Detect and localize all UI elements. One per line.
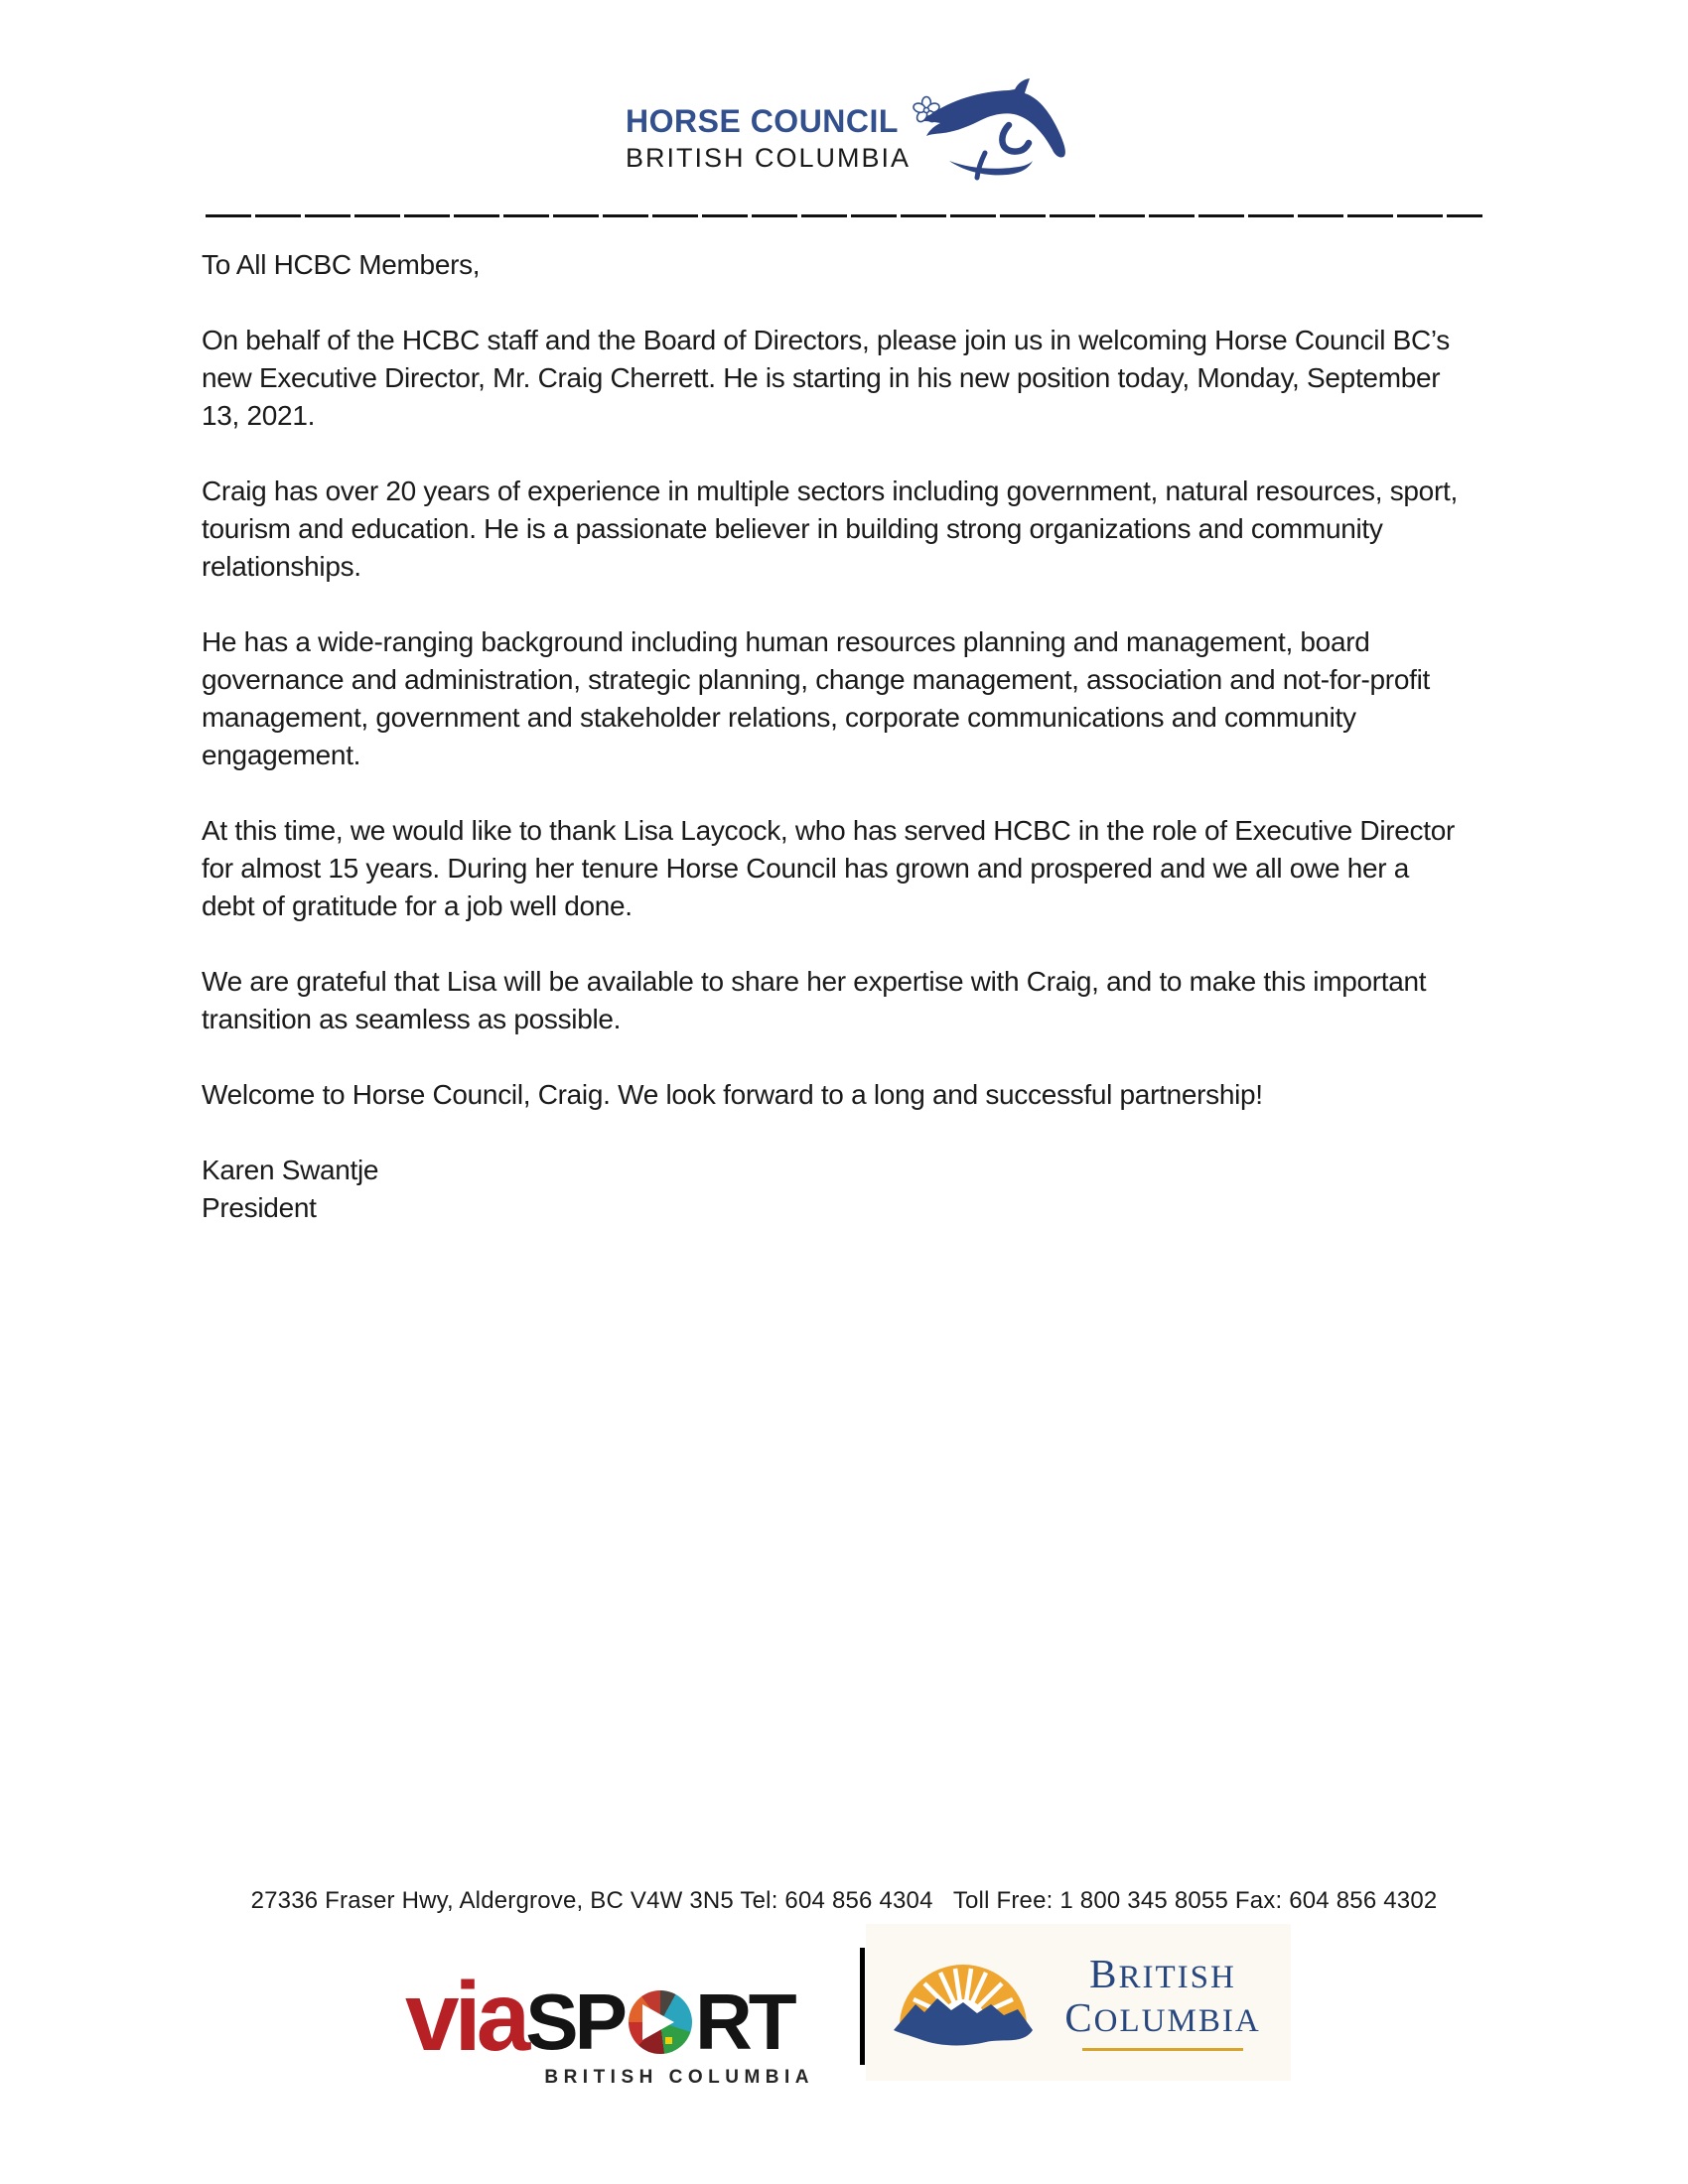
paragraph	[202, 963, 1507, 1038]
play-button-circle-icon	[629, 1990, 692, 2054]
text-line: management, government and stakeholder relations, corporate communications and community	[202, 702, 1356, 733]
text-line: tourism and education. He is a passionate believer in building strong organizations and community	[202, 513, 1383, 544]
viasport-rt-text: RT	[694, 1978, 793, 2066]
org-name-line2: BRITISH COLUMBIA	[626, 143, 912, 173]
signature-title: President	[202, 1192, 317, 1223]
text-line: Craig has over 20 years of experience in multiple sectors including government, natural resources, sport,	[202, 476, 1458, 506]
text-line: Welcome to Horse Council, Craig. We look forward to a long and successful partnership!	[202, 1079, 1263, 1110]
horse-head-icon	[921, 77, 1120, 197]
text-line: We are grateful that Lisa will be available to share her expertise with Craig, and to make this important	[202, 966, 1427, 997]
viasport-via-text: via	[405, 1962, 526, 2071]
bc-government-logo	[866, 1924, 1291, 2081]
bc-name-line1: BRITISH	[1089, 1951, 1236, 1996]
text-line: new Executive Director, Mr. Craig Cherrett. He is starting in his new position today, Monday, September	[202, 362, 1441, 393]
viasport-sp-text: SP	[525, 1978, 624, 2066]
text-line: 13, 2021.	[202, 400, 316, 431]
signature-name: Karen Swantje	[202, 1155, 379, 1185]
paragraph	[202, 473, 1507, 586]
letter-body	[202, 246, 1507, 1227]
text-line: for almost 15 years. During her tenure Horse Council has grown and prospered and we all owe her a	[202, 853, 1410, 884]
paragraph	[202, 246, 1507, 284]
bc-gold-underline	[1082, 2048, 1243, 2051]
org-name-line1: HORSE COUNCIL	[626, 103, 899, 139]
sun-over-mountains-icon	[892, 1953, 1036, 2052]
text-line: To All HCBC Members,	[202, 249, 481, 280]
signature-block	[202, 1152, 1507, 1227]
paragraph	[202, 1076, 1507, 1114]
paragraph	[202, 623, 1507, 774]
play-icon	[642, 2004, 674, 2040]
yellow-dot-icon	[665, 2037, 672, 2044]
bc-name-line2: COLUMBIA	[1064, 1994, 1261, 2040]
text-line: At this time, we would like to thank Lisa Laycock, who has served HCBC in the role of Executive Director	[202, 815, 1456, 846]
paragraph	[202, 322, 1507, 435]
footer-address: 27336 Fraser Hwy, Aldergrove, BC V4W 3N5 Tel: 604 856 4304 Toll Free: 1 800 345 8055 Fax: 604 856 4302	[250, 1887, 1438, 1914]
letter-paragraphs	[202, 246, 1507, 1114]
footer-divider	[860, 1948, 865, 2065]
text-line: He has a wide-ranging background including human resources planning and management, board	[202, 626, 1370, 657]
viasport-logo	[405, 1962, 814, 2089]
header-logo	[626, 103, 911, 174]
viasport-wordmark	[405, 1962, 814, 2071]
text-line: transition as seamless as possible.	[202, 1004, 622, 1034]
viasport-caption: BRITISH COLUMBIA	[544, 2067, 814, 2088]
text-line: On behalf of the HCBC staff and the Board of Directors, please join us in welcoming Horse Council BC’s	[202, 325, 1451, 355]
text-line: relationships.	[202, 551, 361, 582]
bc-logo-text	[1048, 1951, 1278, 2051]
text-line: engagement.	[202, 740, 361, 770]
header-rule	[206, 214, 1482, 217]
paragraph	[202, 812, 1507, 925]
text-line: debt of gratitude for a job well done.	[202, 890, 633, 921]
text-line: governance and administration, strategic planning, change management, association and not-for-profit	[202, 664, 1430, 695]
